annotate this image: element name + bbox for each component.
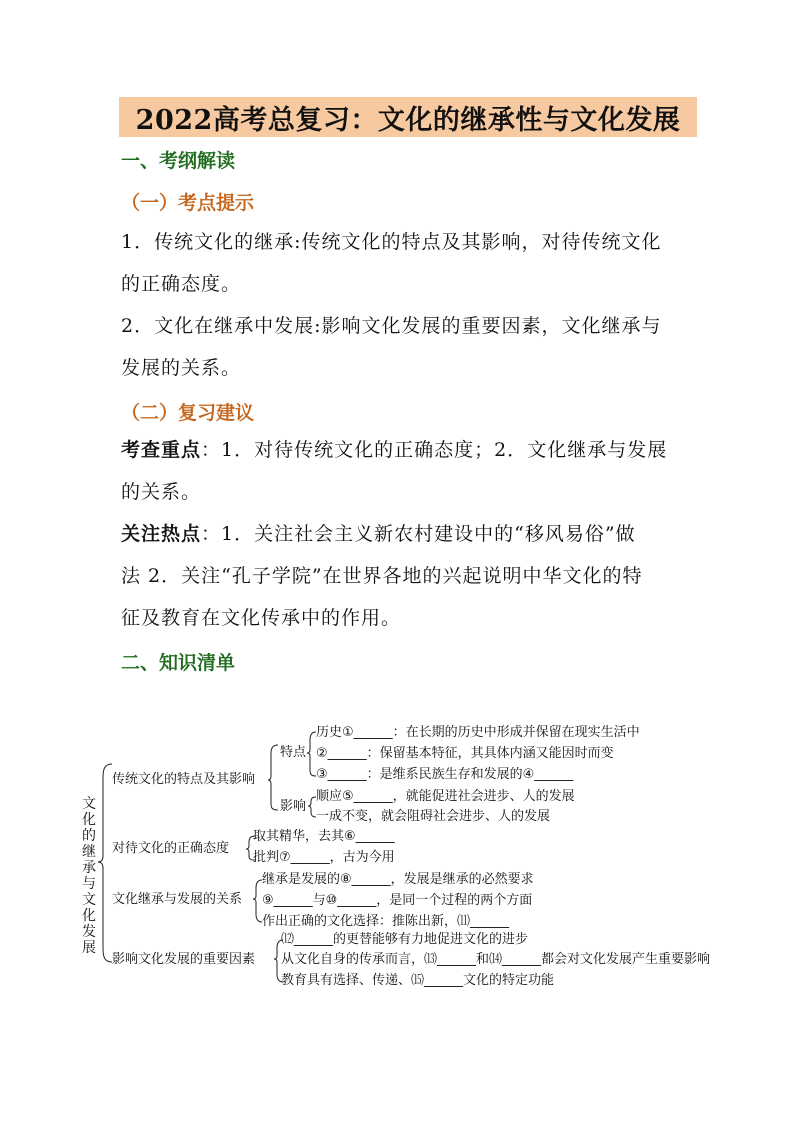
focus-label: 考查重点 (121, 439, 202, 461)
mm-influence-label: 影响 (280, 799, 307, 814)
mm-influence-2: 一成不变，就会阻碍社会进步、人的发展 (316, 809, 551, 824)
focus-line1 (121, 429, 701, 471)
exam-point-list (121, 221, 701, 389)
mm-trait-2: ②______：保留基本特征，其具体内涵又能因时而变 (316, 746, 614, 761)
hot-line2: 法 2．关注“孔子学院”在世界各地的兴起说明中华文化的特 (121, 565, 643, 587)
title-banner (119, 97, 697, 137)
mm-relation-2: ⑨______与⑩______，是同一个过程的两个方面 (262, 893, 533, 908)
mm-influence-1: 顺应⑤______，就能促进社会进步、人的发展 (316, 789, 575, 804)
mm-branch-attitude: 对待文化的正确态度 (112, 841, 230, 856)
section1-heading: 一、考纲解读 (121, 150, 236, 172)
mm-attitude-2: 批判⑦______，古为今用 (253, 850, 395, 865)
sub1-heading: （一）考点提示 (121, 192, 255, 214)
section2-heading: 二、知识清单 (121, 652, 236, 674)
mm-attitude-1: 取其精华，去其⑥______ (253, 829, 395, 844)
exam-point-2-line1: 2．文化在继承中发展:影响文化发展的重要因素，文化继承与 (121, 315, 662, 337)
hot-line1 (121, 513, 701, 555)
mm-trait-1: 历史①______：在长期的历史中形成并保留在现实生活中 (316, 725, 640, 740)
sub2-heading: （二）复习建议 (121, 402, 255, 424)
exam-point-2-line2: 发展的关系。 (121, 357, 242, 379)
mindmap-root: 文化的继承与文化发展 (82, 796, 96, 956)
focus-text: ：1．对待传统文化的正确态度；2．文化继承与发展 (201, 439, 668, 461)
review-advice (121, 429, 701, 639)
hot-label: 关注热点 (121, 523, 202, 545)
mm-relation-1: 继承是发展的⑧______，发展是继承的必然要求 (262, 872, 534, 887)
mm-factor-3: 教育具有选择、传递、⒂______文化的特定功能 (281, 973, 555, 988)
hot-text: ：1．关注社会主义新农村建设中的“移风易俗”做 (201, 523, 636, 545)
mm-trait-3: ③______：是维系民族生存和发展的④______ (316, 767, 574, 782)
exam-point-1-line1: 1．传统文化的继承:传统文化的特点及其影响，对待传统文化 (121, 231, 662, 253)
mm-factor-1: ⑿______的更替能够有力地促进文化的进步 (281, 932, 529, 947)
page-title: 2022高考总复习：文化的继承性与文化发展 (135, 104, 681, 136)
hot-line3: 征及教育在文化传承中的作用。 (121, 607, 402, 629)
mm-factor-2: 从文化自身的传承而言，⒀______和⒁______都会对文化发展产生重要影响 (281, 952, 711, 967)
mm-traits-label: 特点 (280, 745, 307, 760)
mm-relation-3: 作出正确的文化选择：推陈出新，⑾______ (262, 914, 510, 929)
exam-point-1-line2: 的正确态度。 (121, 273, 242, 295)
mm-branch-relation: 文化继承与发展的关系 (112, 892, 243, 907)
focus-line2: 的关系。 (121, 481, 202, 503)
mm-branch-traditional-culture: 传统文化的特点及其影响 (112, 772, 256, 787)
mm-branch-factors: 影响文化发展的重要因素 (112, 952, 256, 967)
